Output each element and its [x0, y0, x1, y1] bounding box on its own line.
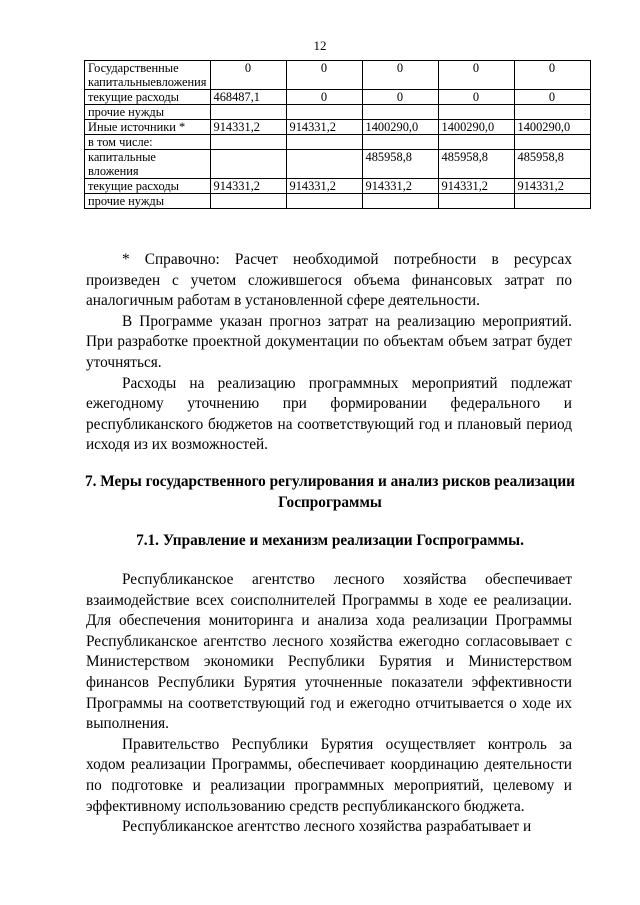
section-heading: 7. Меры государственного регулирования и анализ рисков реализации Госпрограммы	[85, 473, 575, 511]
table-row	[85, 105, 591, 120]
table-cell	[362, 105, 438, 120]
table-cell: 914331,2	[210, 179, 286, 194]
paragraph: В Программе указан прогноз затрат на реализацию мероприятий. При разработке проектной документации по объектам объем затрат будет уточняться.	[86, 312, 572, 371]
funding-notes	[86, 250, 572, 456]
paragraph: * Справочно: Расчет необходимой потребности в ресурсах произведен с учетом сложившегося объема финансовых затрат по аналогичным работам в установленной сфере деятельности.	[86, 251, 572, 310]
table-cell: 0	[514, 90, 590, 105]
table-row	[85, 194, 591, 209]
table-cell	[286, 105, 362, 120]
table-row	[85, 120, 591, 135]
table-cell: 914331,2	[362, 179, 438, 194]
table-cell	[286, 150, 362, 179]
table-cell	[438, 105, 514, 120]
table-cell	[362, 135, 438, 150]
table-cell: 0	[286, 61, 362, 90]
table-cell	[438, 135, 514, 150]
table-cell: 0	[514, 61, 590, 90]
table-cell: 914331,2	[514, 179, 590, 194]
table-cell	[514, 105, 590, 120]
paragraph: Республиканское агентство лесного хозяйства обеспечивает взаимодействие всех соисполнителей Программы в ходе ее реализации. Для обеспечения мониторинга и анализа хода реализации Программы Республиканское агентство лесного хозяйства ежегодно согласовывает с Министерством экономики Республики Бурятия и Министерством финансов Республики Бурятия уточненные показатели эффективности Программы на соответствующий год и ежегодно отчитывается о ходе их выполнения.	[86, 571, 572, 733]
table-row	[85, 150, 591, 179]
page-number: 12	[313, 38, 327, 53]
table-cell: 468487,1	[210, 90, 286, 105]
table-cell: 485958,8	[362, 150, 438, 179]
table-cell	[438, 194, 514, 209]
table-cell	[286, 135, 362, 150]
table-cell	[210, 194, 286, 209]
table-cell: 914331,2	[286, 179, 362, 194]
row-label: прочие нужды	[85, 194, 211, 209]
table-cell	[514, 194, 590, 209]
financing-table	[84, 60, 591, 209]
row-label: в том числе:	[85, 135, 211, 150]
table-cell	[514, 135, 590, 150]
table-cell: 0	[210, 61, 286, 90]
management-text	[86, 570, 572, 838]
paragraph: Правительство Республики Бурятия осуществляет контроль за ходом реализации Программы, обеспечивает координацию деятельности по подготовке и реализации программных мероприятий, целевому и эффективному использованию средств республиканского бюджета.	[86, 735, 572, 815]
table-cell: 0	[438, 61, 514, 90]
paragraph: Республиканское агентство лесного хозяйства разрабатывает и	[122, 818, 532, 836]
table-cell: 0	[362, 61, 438, 90]
table-cell: 1400290,0	[362, 120, 438, 135]
table-cell: 914331,2	[438, 179, 514, 194]
table-cell: 485958,8	[438, 150, 514, 179]
table-cell	[210, 150, 286, 179]
table-row	[85, 135, 591, 150]
table-cell: 914331,2	[210, 120, 286, 135]
row-label: капитальные вложения	[85, 150, 211, 179]
table-cell: 914331,2	[286, 120, 362, 135]
table-cell	[210, 105, 286, 120]
table-cell	[362, 194, 438, 209]
row-label: прочие нужды	[85, 105, 211, 120]
table-row	[85, 90, 591, 105]
table-cell: 485958,8	[514, 150, 590, 179]
table-row	[85, 61, 591, 90]
table-cell: 0	[362, 90, 438, 105]
row-label: Государственные капитальныевложения	[85, 61, 211, 90]
table-row	[85, 179, 591, 194]
subsection-heading: 7.1. Управление и механизм реализации Госпрограммы.	[136, 532, 524, 549]
table-cell: 1400290,0	[514, 120, 590, 135]
table-cell: 0	[438, 90, 514, 105]
table-cell: 0	[286, 90, 362, 105]
row-label: Иные источники *	[85, 120, 211, 135]
table-cell	[286, 194, 362, 209]
row-label: текущие расходы	[85, 179, 211, 194]
table-cell: 1400290,0	[438, 120, 514, 135]
paragraph: Расходы на реализацию программных мероприятий подлежат ежегодному уточнению при формировании федерального и республиканского бюджетов на соответствующий год и плановый период исходя из их возможностей.	[86, 374, 572, 454]
table-cell	[210, 135, 286, 150]
row-label: текущие расходы	[85, 90, 211, 105]
